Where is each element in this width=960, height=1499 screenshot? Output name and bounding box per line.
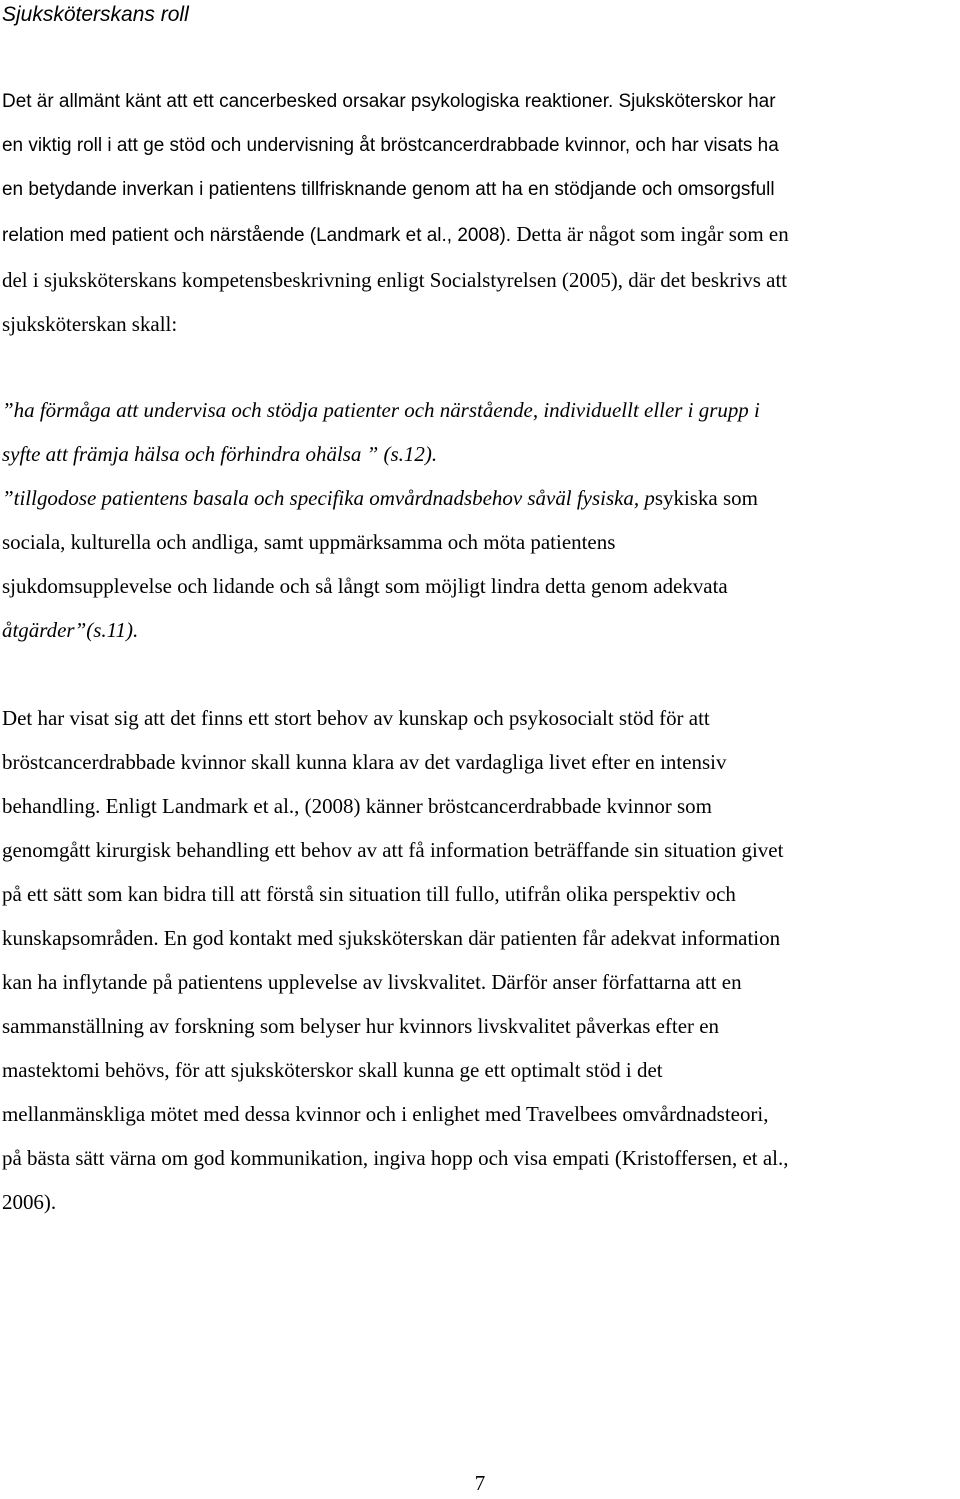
text-line: behandling. Enligt Landmark et al., (2008) känner bröstcancerdrabbade kvinnor som (2, 794, 712, 818)
quote-line (2, 476, 958, 520)
text-line: på ett sätt som kan bidra till att förstå sin situation till fullo, utifrån olika perspektiv och (2, 882, 736, 906)
quote-line: syfte att främja hälsa och förhindra ohälsa ” (s.12). (2, 442, 438, 466)
quote-line: sjukdomsupplevelse och lidande och så långt som möjligt lindra detta genom adekvata (2, 574, 728, 598)
text-line: en betydande inverkan i patientens tillfrisknande genom att ha en stödjande och omsorgsfull (2, 179, 775, 200)
text-line: sjuksköterskan skall: (2, 312, 178, 336)
quote-1 (2, 388, 960, 476)
text-line: sammanställning av forskning som belyser hur kvinnors livskvalitet påverkas efter en (2, 1014, 720, 1038)
quote-line: ”ha förmåga att undervisa och stödja patienter och närstående, individuellt eller i grupp i (2, 398, 760, 422)
text-line: genomgått kirurgisk behandling ett behov av att få information beträffande sin situation givet (2, 838, 784, 862)
text-line: kan ha inflytande på patientens upplevelse av livskvalitet. Därför anser författarna att en (2, 970, 742, 994)
text-line: kunskapsområden. En god kontakt med sjuksköterskan där patienten får adekvat information (2, 926, 781, 950)
text-line-tail: Detta är något som ingår som en (511, 222, 789, 246)
text-line: del i sjuksköterskans kompetensbeskrivning enligt Socialstyrelsen (2005), där det beskrivs att (2, 268, 788, 292)
page-number: 7 (474, 1471, 486, 1495)
quote-line: sociala, kulturella och andliga, samt uppmärksamma och möta patientens (2, 530, 616, 554)
text-line-start: relation med patient och närstående (Landmark et al., 2008). (2, 225, 512, 246)
text-line: mastektomi behövs, för att sjuksköterskor skall kunna ge ett optimalt stöd i det (2, 1058, 663, 1082)
quote-line-italic: ”tillgodose patientens basala och specifika omvårdnadsbehov såväl fysiska, p (2, 486, 655, 510)
text-line: bröstcancerdrabbade kvinnor skall kunna klara av det vardagliga livet efter en intensiv (2, 750, 727, 774)
text-line: på bästa sätt värna om god kommunikation, ingiva hopp och visa empati (Kristoffersen, et al., (2, 1146, 789, 1170)
quote-line: åtgärder”(s.11). (2, 618, 139, 642)
text-line: Det är allmänt känt att ett cancerbesked orsakar psykologiska reaktioner. Sjuksköterskor har (2, 91, 776, 112)
text-line (2, 212, 958, 258)
paragraph-intro (2, 80, 960, 346)
text-line: 2006). (2, 1190, 57, 1214)
section-heading: Sjuksköterskans roll (2, 3, 189, 26)
text-line: Det har visat sig att det finns ett stort behov av kunskap och psykosocialt stöd för att (2, 706, 710, 730)
paragraph-need (2, 696, 960, 1224)
quote-line-rest: sykiska som (654, 486, 758, 510)
text-line: mellanmänskliga mötet med dessa kvinnor och i enlighet med Travelbees omvårdnadsteori, (2, 1102, 769, 1126)
text-line: en viktig roll i att ge stöd och undervisning åt bröstcancerdrabbade kvinnor, och har visats ha (2, 135, 779, 156)
quote-2 (2, 476, 960, 652)
